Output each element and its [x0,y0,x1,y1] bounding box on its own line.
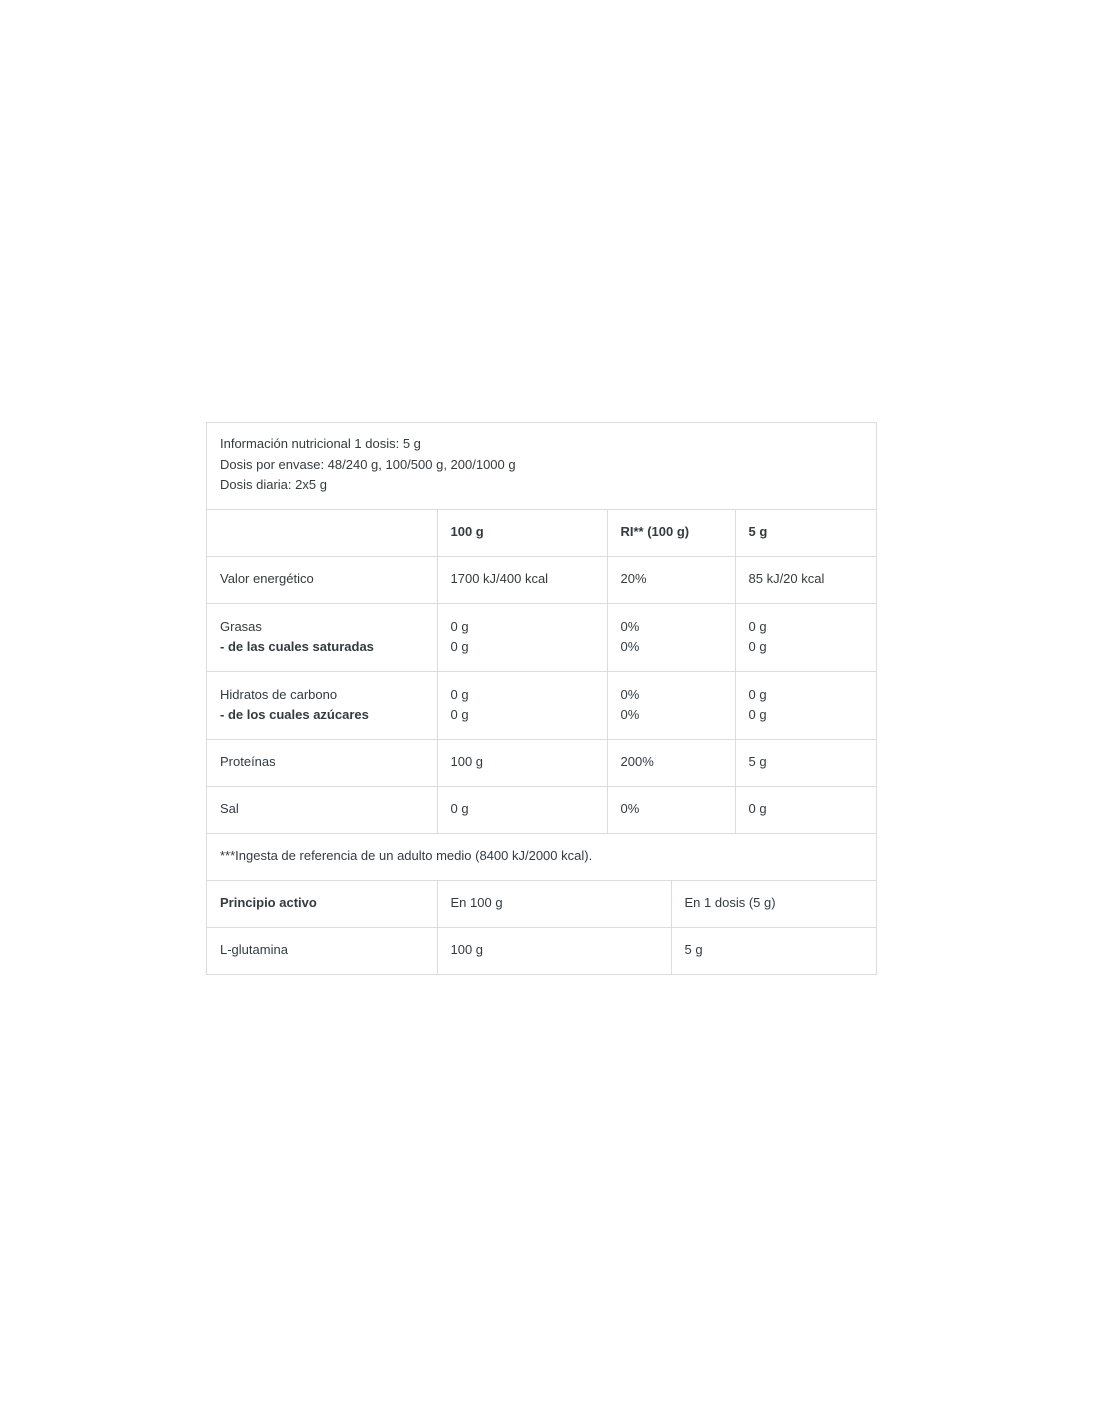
table-row [207,556,876,603]
sugars-label: - de los cuales azúcares [220,707,369,722]
daily-dose-text: Dosis diaria: 2x5 g [220,477,327,492]
carbs-label-cell [207,671,437,739]
serving-size-text: Información nutricional 1 dosis: 5 g [220,436,421,451]
footnote-row [207,833,876,880]
header-cell-ri: RI** (100 g) [607,510,735,557]
carbs-5g: 0 g [748,686,767,702]
carbs-ri-cell [607,671,735,739]
saturated-fats-100g: 0 g [450,639,469,654]
fats-5g: 0 g [748,618,767,634]
header-cell-5g: 5 g [735,510,876,557]
saturated-fats-ri: 0% [620,639,640,654]
active-header-name: Principio activo [207,880,437,927]
fats-100g: 0 g [450,618,469,634]
fats-ri: 0% [620,618,640,634]
fats-100g-cell [437,603,607,671]
active-ingredient-table [207,880,876,974]
energy-100g: 1700 kJ/400 kcal [437,556,607,603]
saturated-fats-5g: 0 g [748,639,767,654]
fats-label-cell [207,603,437,671]
table-row [207,927,876,974]
servings-per-container-text: Dosis por envase: 48/240 g, 100/500 g, 200/1000 g [220,456,516,472]
serving-info [207,423,876,510]
salt-label: Sal [207,786,437,833]
saturated-fats-label: - de las cuales saturadas [220,639,374,654]
carbs-ri: 0% [620,686,640,702]
energy-ri: 20% [607,556,735,603]
protein-100g: 100 g [437,739,607,786]
nutrition-header-row [207,510,876,557]
active-header-dose: En 1 dosis (5 g) [671,880,876,927]
carbs-100g-cell [437,671,607,739]
active-ingredient-dose: 5 g [671,927,876,974]
nutrition-table [207,510,876,880]
table-row [207,603,876,671]
carbs-100g: 0 g [450,686,469,702]
fats-label: Grasas [220,618,262,634]
fats-5g-cell [735,603,876,671]
fats-ri-cell [607,603,735,671]
sugars-100g: 0 g [450,707,469,722]
energy-label: Valor energético [207,556,437,603]
carbs-5g-cell [735,671,876,739]
reference-intake-footnote: ***Ingesta de referencia de un adulto medio (8400 kJ/2000 kcal). [207,833,876,880]
protein-label: Proteínas [207,739,437,786]
sugars-5g: 0 g [748,707,767,722]
salt-5g: 0 g [735,786,876,833]
nutrition-facts-panel [206,422,877,975]
table-row [207,739,876,786]
active-header-100g: En 100 g [437,880,671,927]
active-ingredient-name: L-glutamina [207,927,437,974]
salt-ri: 0% [607,786,735,833]
sugars-ri: 0% [620,707,640,722]
table-row [207,671,876,739]
active-header-row [207,880,876,927]
protein-5g: 5 g [735,739,876,786]
header-cell-100g: 100 g [437,510,607,557]
table-row [207,786,876,833]
protein-ri: 200% [607,739,735,786]
energy-5g: 85 kJ/20 kcal [735,556,876,603]
header-cell-empty [207,510,437,557]
active-ingredient-100g: 100 g [437,927,671,974]
salt-100g: 0 g [437,786,607,833]
carbs-label: Hidratos de carbono [220,686,338,702]
